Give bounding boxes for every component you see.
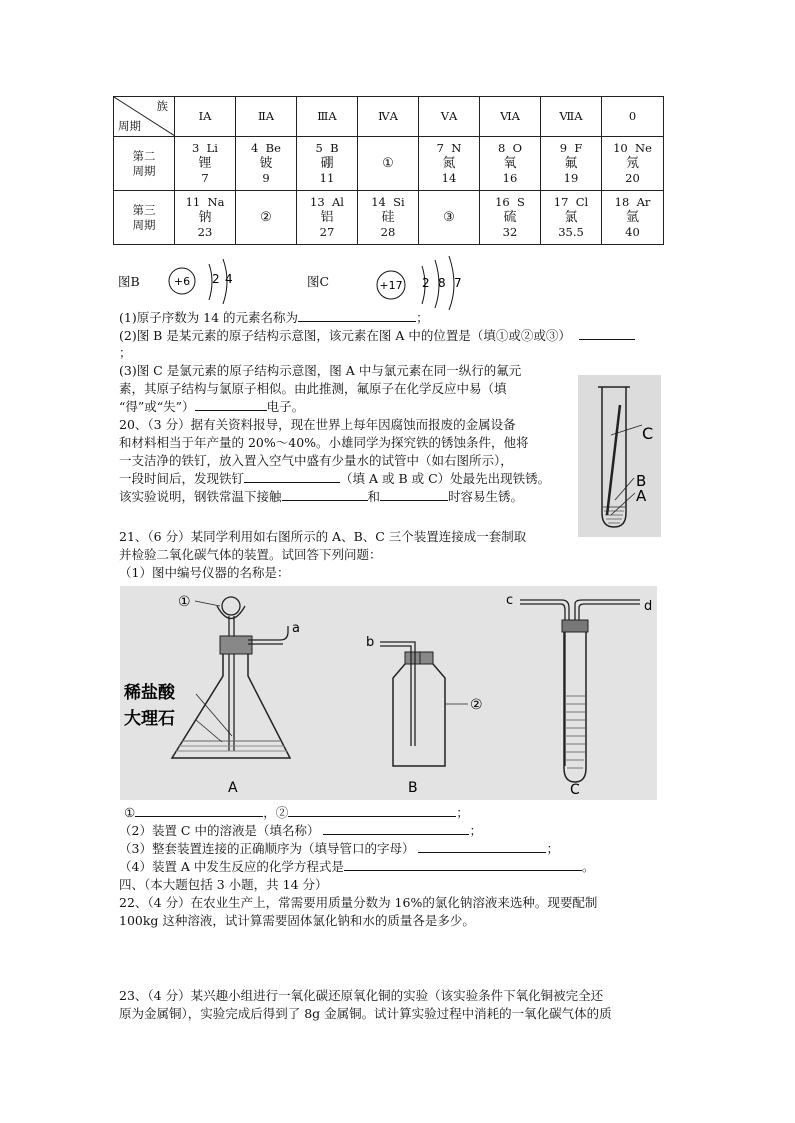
element-cell bbox=[175, 191, 236, 245]
element-name: ① bbox=[382, 156, 394, 171]
element-cell bbox=[175, 137, 236, 191]
label-acid: 稀盐酸 bbox=[124, 683, 175, 703]
label-num-1: ① bbox=[178, 594, 191, 610]
fig-c-atom-diagram bbox=[375, 254, 475, 310]
element-number-symbol: 3 Li bbox=[192, 141, 218, 155]
element-name: 氧 bbox=[503, 156, 517, 171]
element-name: 氮 bbox=[442, 156, 456, 171]
element-cell bbox=[297, 191, 358, 245]
test-tube-figure bbox=[578, 375, 661, 537]
label-C: C bbox=[570, 782, 580, 798]
group-header: ⅡA bbox=[236, 97, 297, 137]
section-4-heading: 四、（本大题包括 3 小题，共 14 分） bbox=[119, 877, 328, 892]
element-cell bbox=[602, 191, 664, 245]
element-mass: 7 bbox=[201, 171, 209, 185]
q20-line-4: 一段时间后，发现铁钉 （填 A 或 B 或 C）处最先出现铁锈。 bbox=[119, 471, 551, 486]
label-b: b bbox=[366, 635, 375, 650]
element-number-symbol: 4 Be bbox=[251, 141, 281, 155]
q21-line-3: （1）图中编号仪器的名称是： bbox=[119, 565, 290, 580]
q23-line-2: 原为金属铜），实验完成后得到了 8g 金属铜。试计算实验过程中消耗的一氧化碳气体的质 bbox=[119, 1006, 612, 1021]
table-row bbox=[114, 137, 664, 191]
q21-line-2: 并检验二氧化碳气体的装置。试回答下列问题： bbox=[119, 547, 382, 562]
element-mass: 11 bbox=[319, 171, 335, 185]
fig-c-shell-1: 2 bbox=[422, 276, 430, 290]
q19-line-2: (2)图 B 是某元素的原子结构示意图，该元素在图 A 中的位置是（填①或②或③） bbox=[119, 326, 635, 344]
label-marble: 大理石 bbox=[124, 709, 175, 729]
period-label-line: 周期 bbox=[132, 217, 156, 232]
apparatus-drawing bbox=[120, 586, 657, 800]
group-header: ⅢA bbox=[297, 97, 358, 137]
element-name: 氩 bbox=[625, 210, 639, 225]
element-number-symbol: 8 O bbox=[497, 141, 523, 155]
element-cell bbox=[236, 191, 297, 245]
q20-line-2: 和材料相当于年产量的 20%～40%。小雄同学为探究铁的锈蚀条件，他将 bbox=[119, 435, 529, 450]
element-name: ③ bbox=[443, 210, 455, 225]
group-header: ⅥA bbox=[480, 97, 541, 137]
element-number-symbol: 7 N bbox=[436, 141, 462, 155]
label-d: d bbox=[644, 599, 653, 614]
element-name: 氟 bbox=[564, 156, 578, 171]
q20-line-3: 一支洁净的铁钉，放入置入空气中盛有少量水的试管中（如右图所示）， bbox=[119, 453, 513, 468]
element-number-symbol: 13 Al bbox=[310, 195, 344, 209]
q23-line-1: 23、（4 分）某兴趣小组进行一氧化碳还原氧化铜的实验（该实验条件下氧化铜被完全还 bbox=[119, 988, 604, 1003]
q20-line-5: 该实验说明，钢铁常温下接触 和 时容易生锈。 bbox=[119, 489, 524, 504]
element-number-symbol: 18 Ar bbox=[614, 195, 651, 209]
element-name: 钠 bbox=[198, 210, 212, 225]
element-mass: 16 bbox=[502, 171, 518, 185]
group-header: ⅣA bbox=[358, 97, 419, 137]
periodic-table bbox=[113, 96, 664, 245]
element-mass: 40 bbox=[625, 225, 640, 239]
tube-label-b: B bbox=[636, 472, 647, 490]
element-number-symbol: 9 F bbox=[559, 141, 583, 155]
element-mass: 20 bbox=[625, 171, 640, 185]
element-cell bbox=[419, 191, 480, 245]
element-cell bbox=[419, 137, 480, 191]
element-name: ② bbox=[260, 210, 272, 225]
fig-b-atom-diagram bbox=[165, 256, 245, 306]
element-name: 铍 bbox=[259, 156, 273, 171]
element-cell bbox=[541, 191, 602, 245]
element-cell bbox=[602, 137, 664, 191]
element-cell bbox=[297, 137, 358, 191]
fig-c-shell-3: 7 bbox=[454, 276, 462, 290]
fig-b-label: 图B bbox=[118, 274, 140, 289]
fig-b-nucleus: +6 bbox=[173, 275, 191, 288]
element-number-symbol: 5 B bbox=[315, 141, 339, 155]
group-header: ⅠA bbox=[175, 97, 236, 137]
q19-line-5: “得”或“失”） 电子。 bbox=[119, 399, 305, 414]
q19-line-2b: ； bbox=[119, 345, 132, 360]
q21-answer-2: （2）装置 C 中的溶液是（填名称） ； bbox=[119, 823, 482, 838]
element-cell bbox=[480, 137, 541, 191]
apparatus-figure bbox=[120, 586, 657, 800]
element-number-symbol: 16 S bbox=[495, 195, 525, 209]
fig-b-shell-1: 2 bbox=[212, 272, 220, 286]
element-number-symbol: 10 Ne bbox=[613, 141, 652, 155]
element-mass: 19 bbox=[563, 171, 579, 185]
group-header: 0 bbox=[602, 97, 664, 137]
fig-b-shell-2: 4 bbox=[225, 272, 233, 286]
label-num-2: ② bbox=[470, 697, 483, 713]
element-number-symbol: 17 Cl bbox=[553, 195, 589, 209]
label-a: a bbox=[292, 621, 300, 636]
table-corner bbox=[114, 97, 175, 137]
test-tube-drawing bbox=[578, 375, 661, 537]
q19-line-1: (1)原子序数为 14 的元素名称为 ； bbox=[119, 310, 429, 325]
element-cell bbox=[358, 191, 419, 245]
element-mass: 9 bbox=[262, 171, 270, 185]
element-mass: 14 bbox=[441, 171, 457, 185]
period-label bbox=[114, 137, 175, 191]
element-cell bbox=[480, 191, 541, 245]
element-cell bbox=[236, 137, 297, 191]
q21-line-1: 21、（6 分）某同学利用如右图所示的 A、B、C 三个装置连接成一套制取 bbox=[119, 529, 527, 544]
q22-line-2: 100kg 这种溶液，试计算需要固体氯化钠和水的质量各是多少。 bbox=[119, 913, 475, 928]
element-number-symbol: 11 Na bbox=[185, 195, 225, 209]
element-name: 氯 bbox=[564, 210, 578, 225]
tube-label-a: A bbox=[636, 487, 647, 505]
label-B: B bbox=[408, 780, 418, 796]
element-mass: 23 bbox=[197, 225, 213, 239]
period-label-line: 第二 bbox=[132, 148, 156, 163]
period-label bbox=[114, 191, 175, 245]
element-name: 硫 bbox=[503, 210, 517, 225]
element-mass: 35.5 bbox=[558, 225, 584, 239]
element-mass: 32 bbox=[502, 225, 518, 239]
header-zu: 族 bbox=[156, 99, 168, 113]
element-cell bbox=[358, 137, 419, 191]
q22-line-1: 22、（4 分）在农业生产上，常需要用质量分数为 16%的氯化钠溶液来选种。现要配制 bbox=[119, 895, 598, 910]
element-name: 硼 bbox=[320, 156, 334, 171]
fig-c-label: 图C bbox=[307, 274, 330, 289]
fig-c-nucleus: +17 bbox=[379, 279, 403, 292]
label-c: c bbox=[506, 593, 514, 608]
label-A: A bbox=[228, 780, 238, 796]
group-header: ⅦA bbox=[541, 97, 602, 137]
q19-line-3: (3)图 C 是氯元素的原子结构示意图，图 A 中与氯元素在同一纵行的氟元 bbox=[119, 363, 522, 378]
element-cell bbox=[541, 137, 602, 191]
element-name: 氖 bbox=[625, 156, 639, 171]
q19-line-4: 素，其原子结构与氯原子相似。由此推测，氟原子在化学反应中易（填 bbox=[119, 381, 507, 396]
q21-answer-1: ① ，② ； bbox=[124, 805, 469, 820]
element-name: 铝 bbox=[320, 210, 334, 225]
element-name: 锂 bbox=[198, 156, 212, 171]
q20-line-1: 20、（3 分）据有关资料报导，现在世界上每年因腐蚀而报废的金属设备 bbox=[119, 417, 516, 432]
table-row bbox=[114, 191, 664, 245]
period-label-line: 周期 bbox=[132, 163, 156, 178]
fig-c-shell-2: 8 bbox=[438, 276, 446, 290]
element-mass: 28 bbox=[380, 225, 396, 239]
element-name: 硅 bbox=[381, 210, 395, 225]
q21-answer-4: （4）装置 A 中发生反应的化学方程式是 。 bbox=[119, 859, 595, 874]
tube-label-c: C bbox=[642, 424, 654, 443]
element-mass: 27 bbox=[319, 225, 335, 239]
group-header: ⅤA bbox=[419, 97, 480, 137]
element-number-symbol: 14 Si bbox=[371, 195, 405, 209]
header-zhouqi: 周期 bbox=[118, 119, 141, 133]
q21-answer-3: （3）整套装置连接的正确顺序为（填导管口的字母） ； bbox=[119, 841, 559, 856]
period-label-line: 第三 bbox=[132, 202, 156, 217]
